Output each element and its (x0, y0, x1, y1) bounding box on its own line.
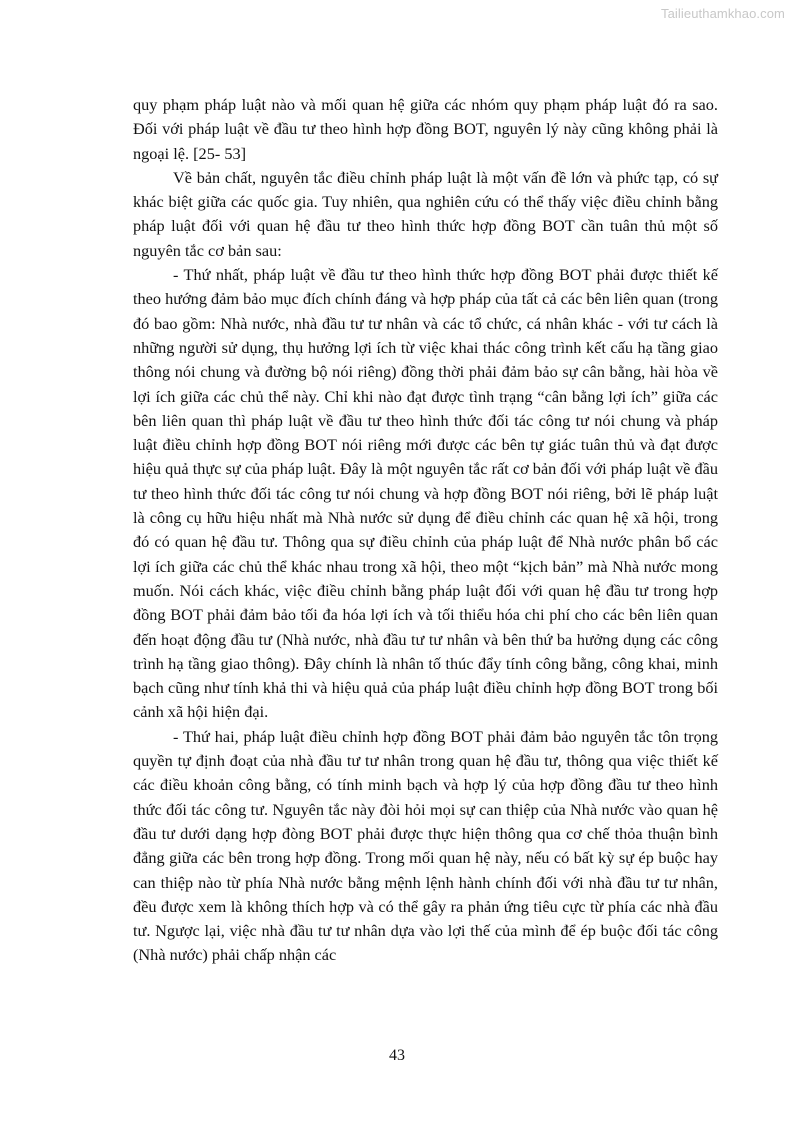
paragraph-continuation: quy phạm pháp luật nào và mối quan hệ giữa các nhóm quy phạm pháp luật đó ra sao. Đối với pháp luật về đầu tư theo hình hợp đồng BOT, nguyên lý này cũng không phải là ngoại lệ. [25- 53] (133, 95, 718, 163)
paragraph-second-principle: - Thứ hai, pháp luật điều chỉnh hợp đồng BOT phải đảm bảo nguyên tắc tôn trọng quyền tự định đoạt của nhà đầu tư tư nhân trong quan hệ đầu tư, thông qua việc thiết kế các điều khoản công bằng, có tính minh bạch và hợp lý của hợp đồng đầu tư theo hình thức đối tác công tư. Nguyên tắc này đòi hỏi mọi sự can thiệp của Nhà nước vào quan hệ đầu tư dưới dạng hợp đòng BOT phải được thực hiện thông qua cơ chế thỏa thuận bình đẳng giữa các bên trong hợp đồng. Trong mối quan hệ này, nếu có bất kỳ sự ép buộc hay can thiệp nào từ phía Nhà nước bằng mệnh lệnh hành chính đối với nhà đầu tư tư nhân, đều được xem là không thích hợp và có thể gây ra phản ứng tiêu cực từ phía các nhà đầu tư. Ngược lại, việc nhà đầu tư tư nhân dựa vào lợi thế của mình để ép buộc đối tác công (Nhà nước) phải chấp nhận các (133, 726, 718, 965)
page-number: 43 (389, 1047, 405, 1064)
paragraph-nature-of-principles: Về bản chất, nguyên tắc điều chỉnh pháp luật là một vấn đề lớn và phức tạp, có sự khác biệt giữa các quốc gia. Tuy nhiên, qua nghiên cứu có thể thấy việc điều chỉnh bằng pháp luật đối với quan hệ đầu tư theo hình thức hợp đồng BOT cần tuân thủ một số nguyên tắc cơ bản sau: (133, 167, 718, 260)
paragraph-first-principle: - Thứ nhất, pháp luật về đầu tư theo hình thức hợp đồng BOT phải được thiết kế theo hướng đảm bảo mục đích chính đáng và hợp pháp của tất cả các bên liên quan (trong đó bao gồm: Nhà nước, nhà đầu tư tư nhân và các tổ chức, cá nhân khác - với tư cách là những người sử dụng, thụ hưởng lợi ích từ việc khai thác công trình kết cấu hạ tầng giao thông nói chung và đường bộ nói riêng) đồng thời phải đảm bảo sự cân bằng, hài hòa về lợi ích giữa các chủ thể này. Chỉ khi nào đạt được tình trạng “cân bằng lợi ích” giữa các bên liên quan thì pháp luật về đầu tư theo hình thức đối tác công tư nói chung và pháp luật điều chỉnh hợp đồng BOT nói riêng mới được các bên tự giác tuân thủ và đạt được hiệu quả thực sự của pháp luật. Đây là một nguyên tắc rất cơ bản đối với pháp luật về đầu tư theo hình thức đối tác công tư nói chung và hợp đồng BOT nói riêng, bởi lẽ pháp luật là công cụ hữu hiệu nhất mà Nhà nước sử dụng để điều chỉnh các quan hệ xã hội, trong đó có quan hệ đầu tư. Thông qua sự điều chỉnh của pháp luật để Nhà nước phân bổ các lợi ích giữa các chủ thể khác nhau trong xã hội, theo một “kịch bản” mà Nhà nước mong muốn. Nói cách khác, việc điều chỉnh bằng pháp luật đối với quan hệ đầu tư trong hợp đồng BOT phải đảm bảo tối đa hóa lợi ích và tối thiểu hóa chi phí cho các bên liên quan đến hoạt động đầu tư (Nhà nước, nhà đầu tư tư nhân và bên thứ ba hưởng dụng các công trình hạ tầng giao thông). Đây chính là nhân tố thúc đẩy tính công bằng, công khai, minh bạch cũng như tính khả thi và hiệu quả của pháp luật điều chỉnh hợp đồng BOT trong bối cảnh xã hội hiện đại. (133, 265, 718, 722)
document-body (133, 93, 718, 968)
watermark-text: Tailieuthamkhao.com (660, 6, 785, 21)
